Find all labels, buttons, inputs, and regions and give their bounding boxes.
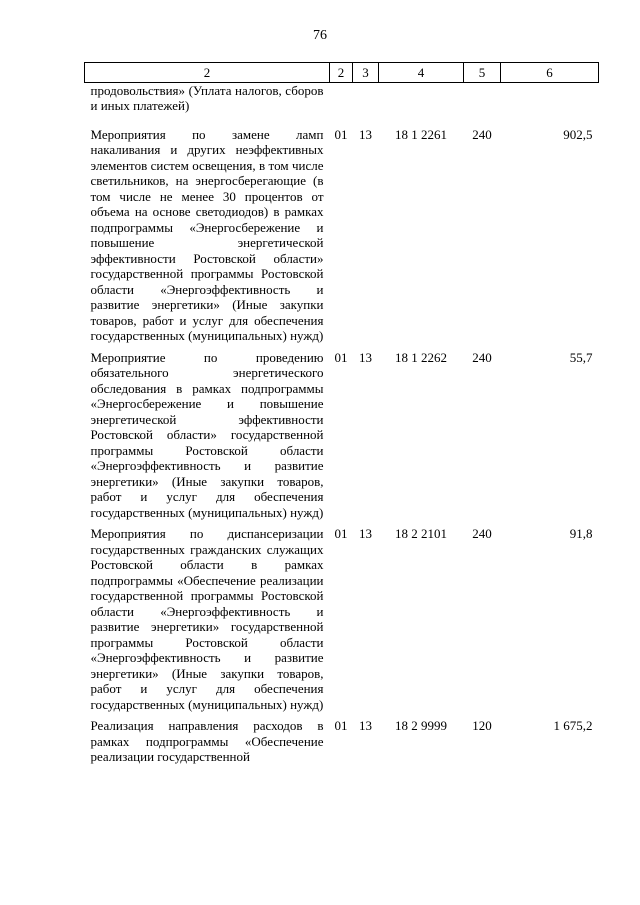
row-subsection: 13 bbox=[359, 526, 372, 541]
table-row bbox=[85, 350, 599, 527]
budget-table bbox=[84, 62, 599, 771]
header-col-section: 2 bbox=[330, 63, 353, 83]
row-expense-type: 240 bbox=[472, 126, 492, 142]
table-row bbox=[85, 526, 599, 718]
table-row bbox=[85, 718, 599, 771]
row-target-article: 18 1 2262 bbox=[395, 349, 447, 365]
row-description: Мероприятия по диспансеризации государственных гражданских служащих Ростовской области в рамках подпрограммы «Обеспечение реализации государственной программы Ростовской области «Энергоэффективность и развитие энергетики» государственной программы Ростовской области «Энергоэффективность и развитие энергетики» (Иные закупки товаров, работ и услуг для обеспечения государственных (муниципальных) нужд) bbox=[90, 526, 324, 712]
row-target-article: 18 2 2101 bbox=[395, 526, 447, 541]
row-expense-type: 240 bbox=[472, 526, 492, 541]
row-amount: 91,8 bbox=[569, 526, 593, 541]
row-amount: 1 675,2 bbox=[553, 718, 593, 733]
row-subsection: 13 bbox=[359, 349, 372, 365]
header-col-description: 2 bbox=[85, 63, 330, 83]
row-section: 01 bbox=[334, 126, 348, 142]
row-subsection bbox=[353, 82, 379, 127]
row-description: Реализация направления расходов в рамках подпрограммы «Обеспечение реализации государственной bbox=[90, 718, 324, 764]
row-description: продовольствия» (Уплата налогов, сборов и иных платежей) bbox=[90, 82, 324, 113]
header-col-amount: 6 bbox=[501, 63, 599, 83]
table-row bbox=[85, 82, 599, 127]
row-description: Мероприятие по проведению обязательного энергетического обследования в рамках подпрограммы «Энергосбережение и повышение энергетической эффективности Ростовской области» государственной программы Ростовской области «Энергоэффективность и развитие энергетики» (Иные закупки товаров, работ и услуг для обеспечения государственных (муниципальных) нужд) bbox=[90, 349, 324, 520]
row-subsection: 13 bbox=[359, 126, 372, 142]
row-target-article: 18 1 2261 bbox=[395, 126, 447, 142]
row-amount bbox=[501, 82, 599, 127]
row-section: 01 bbox=[334, 718, 348, 733]
row-expense-type: 120 bbox=[472, 718, 492, 733]
header-col-subsection: 3 bbox=[353, 63, 379, 83]
header-col-target-article: 4 bbox=[379, 63, 464, 83]
page-number: 76 bbox=[313, 28, 327, 43]
row-section: 01 bbox=[334, 526, 348, 541]
row-description: Мероприятия по замене ламп накаливания и других неэффективных элементов систем освещения, в том числе светильников, на энергосберегающие (в том числе не менее 30 процентов от объема на основе светодиодов) в рамках подпрограммы «Энергосбережение и повышение энергетической эффективности Ростовской области» государственной программы Ростовской области «Энергоэффективность и развитие энергетики» (Иные закупки товаров, работ и услуг для обеспечения государственных (муниципальных) нужд) bbox=[90, 126, 324, 343]
row-amount: 55,7 bbox=[569, 349, 593, 365]
row-target-article: 18 2 9999 bbox=[395, 718, 447, 733]
row-target-article bbox=[379, 82, 464, 127]
row-subsection: 13 bbox=[359, 718, 372, 733]
row-expense-type bbox=[464, 82, 501, 127]
row-expense-type: 240 bbox=[472, 349, 492, 365]
table-header-row bbox=[85, 63, 599, 83]
table-row bbox=[85, 127, 599, 350]
row-amount: 902,5 bbox=[563, 126, 593, 142]
row-section bbox=[330, 82, 353, 127]
header-col-expense-type: 5 bbox=[464, 63, 501, 83]
row-section: 01 bbox=[334, 349, 348, 365]
